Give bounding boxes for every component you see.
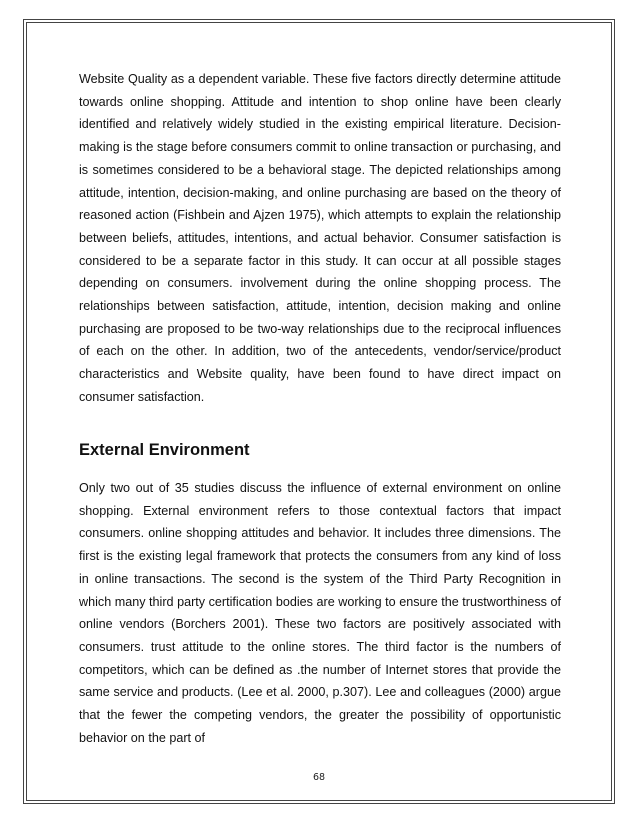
- page-number: 68: [312, 772, 326, 783]
- section-heading: External Environment: [79, 441, 250, 459]
- body-paragraph-2: Only two out of 35 studies discuss the influence of external environment on online shopping. External environment refers to those contextual factors that impact consumers. online shopping attitudes and behavior. It includes three dimensions. The first is the existing legal framework that protects the consumers from any kind of loss in online transactions. The second is the system of the Third Party Recognition in which many third party certification bodies are working to ensure the trustworthiness of online vendors (Borchers 2001). These two factors are positively associated with consumers. trust attitude to the online stores. The third factor is the numbers of competitors, which can be defined as .the number of Internet stores that provide the same service and products. (Lee et al. 2000, p.307). Lee and colleagues (2000) argue that the fewer the competing vendors, the greater the possibility of opportunistic behavior on the part of: [79, 481, 561, 745]
- body-paragraph-1: Website Quality as a dependent variable. These five factors directly determine attitude towards online shopping. Attitude and intention to shop online have been clearly identified and relatively widely studied in the existing empirical literature. Decision-making is the stage before consumers commit to online transaction or purchasing, and is sometimes considered to be a behavioral stage. The depicted relationships among attitude, intention, decision-making, and online purchasing are based on the theory of reasoned action (Fishbein and Ajzen 1975), which attempts to explain the relationship between beliefs, attitudes, intentions, and actual behavior. Consumer satisfaction is considered to be a separate factor in this study. It can occur at all possible stages depending on consumers. involvement during the online shopping process. The relationships between satisfaction, attitude, intention, decision making and online purchasing are proposed to be two-way relationships due to the reciprocal influences of each on the other. In addition, two of the antecedents, vendor/service/product characteristics and Website quality, have been found to have direct impact on consumer satisfaction.: [79, 72, 561, 404]
